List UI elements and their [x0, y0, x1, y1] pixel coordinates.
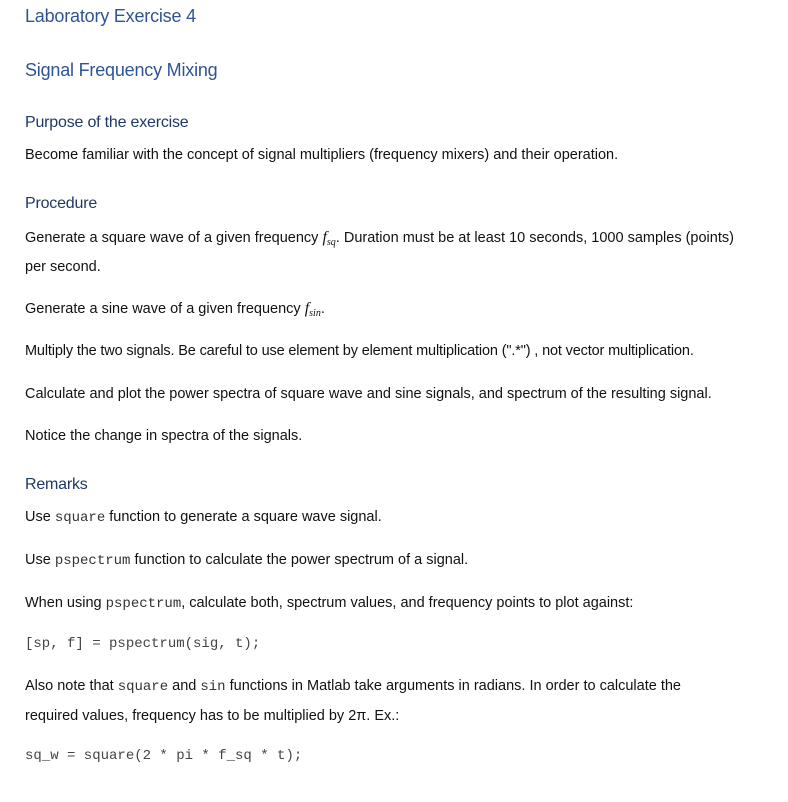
document-title: Laboratory Exercise 4 [25, 6, 196, 26]
purpose-heading: Purpose of the exercise [25, 114, 189, 131]
remark-4-text-mid: and [168, 678, 201, 694]
procedure-step-1-text-a: Generate a square wave of a given frequency [25, 230, 323, 246]
procedure-step-2-text-b: . [320, 301, 325, 317]
procedure-step-5: Notice the change in spectra of the signals. [25, 428, 303, 444]
frequency-symbol: f [304, 300, 310, 317]
code-block-pspectrum: [sp, f] = pspectrum(sig, t); [25, 636, 261, 652]
remarks-heading: Remarks [25, 476, 88, 493]
inline-code-pspectrum: pspectrum [54, 553, 131, 569]
frequency-subscript-sq: sq [326, 237, 336, 248]
remark-4-text-a: Also note that [25, 678, 118, 694]
remark-4-line-2: required values, frequency has to be multiplied by 2π. Ex.: [25, 708, 400, 724]
code-block-square: sq_w = square(2 * pi * f_sq * t); [25, 748, 303, 764]
inline-code-square: square [54, 510, 106, 526]
document-subtitle: Signal Frequency Mixing [25, 60, 218, 80]
remark-2-text-a: Use [25, 552, 55, 568]
remark-4 [25, 678, 681, 695]
remark-2-text-b: function to calculate the power spectrum of a signal. [130, 552, 469, 568]
remark-4-text-b: functions in Matlab take arguments in radians. In order to calculate the [225, 678, 681, 694]
inline-code-sin: sin [200, 679, 226, 695]
procedure-heading: Procedure [25, 195, 98, 212]
procedure-step-2-text-a: Generate a sine wave of a given frequency [25, 301, 305, 317]
remark-1-text-a: Use [25, 509, 55, 525]
procedure-step-4: Calculate and plot the power spectra of square wave and sine signals, and spectrum of the resulting signal. [25, 386, 712, 402]
procedure-step-1 [25, 229, 734, 248]
procedure-step-3: Multiply the two signals. Be careful to use element by element multiplication (".*") , not vector multiplication. [25, 343, 694, 359]
remark-3 [25, 595, 633, 612]
remark-1 [25, 509, 382, 526]
procedure-step-2 [25, 300, 325, 319]
remark-1-text-b: function to generate a square wave signal. [105, 509, 382, 525]
procedure-step-1-line-2: per second. [25, 259, 101, 275]
frequency-symbol: f [322, 229, 327, 246]
procedure-step-1-text-b: . Duration must be at least 10 seconds, 1000 samples (points) [335, 230, 734, 246]
inline-code-pspectrum: pspectrum [105, 596, 182, 612]
remark-3-text-a: When using [25, 595, 106, 611]
remark-2 [25, 552, 468, 569]
inline-code-square: square [117, 679, 169, 695]
frequency-subscript-sin: sin [309, 308, 321, 319]
remark-3-text-b: , calculate both, spectrum values, and frequency points to plot against: [181, 595, 634, 611]
purpose-text: Become familiar with the concept of signal multipliers (frequency mixers) and their operation. [25, 147, 619, 163]
